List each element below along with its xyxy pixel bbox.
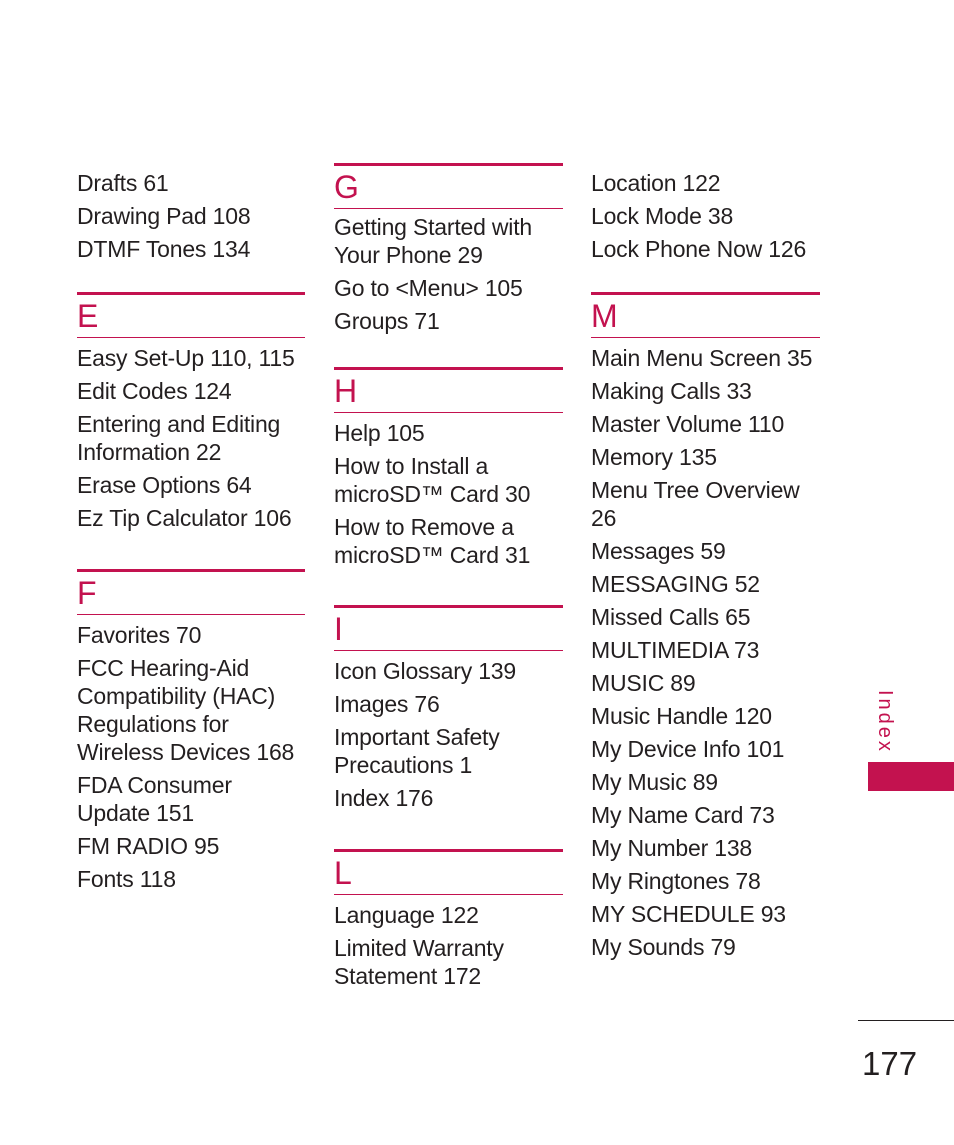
index-entry: MESSAGING 52 (591, 571, 760, 597)
index-entry: FDA Consumer Update 151 (77, 772, 232, 826)
index-entry: Menu Tree Overview 26 (591, 477, 800, 531)
index-entry: Fonts 118 (77, 866, 176, 892)
index-entry: Missed Calls 65 (591, 604, 751, 630)
index-entry: DTMF Tones 134 (77, 236, 251, 262)
index-entry: FCC Hearing-Aid Compatibility (HAC) Regulations for Wireless Devices 168 (77, 655, 295, 765)
index-entry: Images 76 (334, 691, 440, 717)
index-entry: MULTIMEDIA 73 (591, 637, 760, 663)
index-entry: Erase Options 64 (77, 472, 252, 498)
index-entry: Go to <Menu> 105 (334, 275, 523, 301)
section-entries (77, 338, 305, 532)
index-entry: Favorites 70 (77, 622, 202, 648)
index-entry: Easy Set-Up 110, 115 (77, 345, 295, 371)
index-entry: My Device Info 101 (591, 736, 785, 762)
index-entry: Music Handle 120 (591, 703, 772, 729)
index-entry: Groups 71 (334, 308, 440, 334)
section-letter: H (334, 373, 358, 409)
index-entry: Drafts 61 (77, 170, 169, 196)
section-letter: E (77, 298, 99, 334)
page-number-rule (858, 1020, 954, 1021)
index-entry: Ez Tip Calculator 106 (77, 505, 292, 531)
index-entry: Messages 59 (591, 538, 726, 564)
index-entry: How to Remove a microSD™ Card 31 (334, 514, 531, 568)
index-tab-label: Index (874, 690, 896, 754)
index-entry: Help 105 (334, 420, 425, 446)
index-entry: Lock Mode 38 (591, 203, 734, 229)
section-g (334, 163, 563, 335)
index-entry: Memory 135 (591, 444, 717, 470)
index-entry: Drawing Pad 108 (77, 203, 251, 229)
index-entry: My Music 89 (591, 769, 718, 795)
index-entry: Important Safety Precautions 1 (334, 724, 500, 778)
section-i (334, 605, 563, 812)
section-f (77, 569, 305, 893)
section-m (591, 292, 820, 961)
index-entry: Index 176 (334, 785, 434, 811)
section-entries (334, 413, 563, 569)
section-l (334, 849, 563, 990)
section-entries (334, 651, 563, 812)
index-entry: Limited Warranty Statement 172 (334, 935, 504, 989)
section-h (334, 367, 563, 569)
index-entry: Main Menu Screen 35 (591, 345, 813, 371)
index-entry: FM RADIO 95 (77, 833, 220, 859)
section-letter: M (591, 298, 618, 334)
index-entry: Lock Phone Now 126 (591, 236, 807, 262)
section-letter: F (77, 575, 97, 611)
index-entry: My Number 138 (591, 835, 753, 861)
page-number: 177 (862, 1045, 918, 1082)
section-letter: I (334, 611, 343, 647)
index-entry: Edit Codes 124 (77, 378, 232, 404)
section-e (77, 292, 305, 532)
index-entry: Icon Glossary 139 (334, 658, 516, 684)
index-entry: How to Install a microSD™ Card 30 (334, 453, 531, 507)
section-entries (77, 615, 305, 893)
section-letter: G (334, 169, 359, 205)
index-entry: Master Volume 110 (591, 411, 785, 437)
section-entries (334, 209, 563, 335)
index-entry: Entering and Editing Information 22 (77, 411, 281, 465)
index-entry: Making Calls 33 (591, 378, 752, 404)
section-entries (334, 895, 563, 990)
index-entry: My Name Card 73 (591, 802, 775, 828)
index-entry: My Ringtones 78 (591, 868, 761, 894)
index-entry: Getting Started with Your Phone 29 (334, 214, 532, 268)
section-letter: L (334, 855, 352, 891)
index-entry: Language 122 (334, 902, 479, 928)
index-tab-bar (868, 762, 954, 791)
col3-top-entries (591, 169, 820, 263)
index-entry: My Sounds 79 (591, 934, 736, 960)
index-entry: MY SCHEDULE 93 (591, 901, 786, 927)
section-entries (591, 338, 820, 961)
index-entry: Location 122 (591, 170, 721, 196)
col1-top-entries (77, 169, 305, 263)
index-entry: MUSIC 89 (591, 670, 696, 696)
